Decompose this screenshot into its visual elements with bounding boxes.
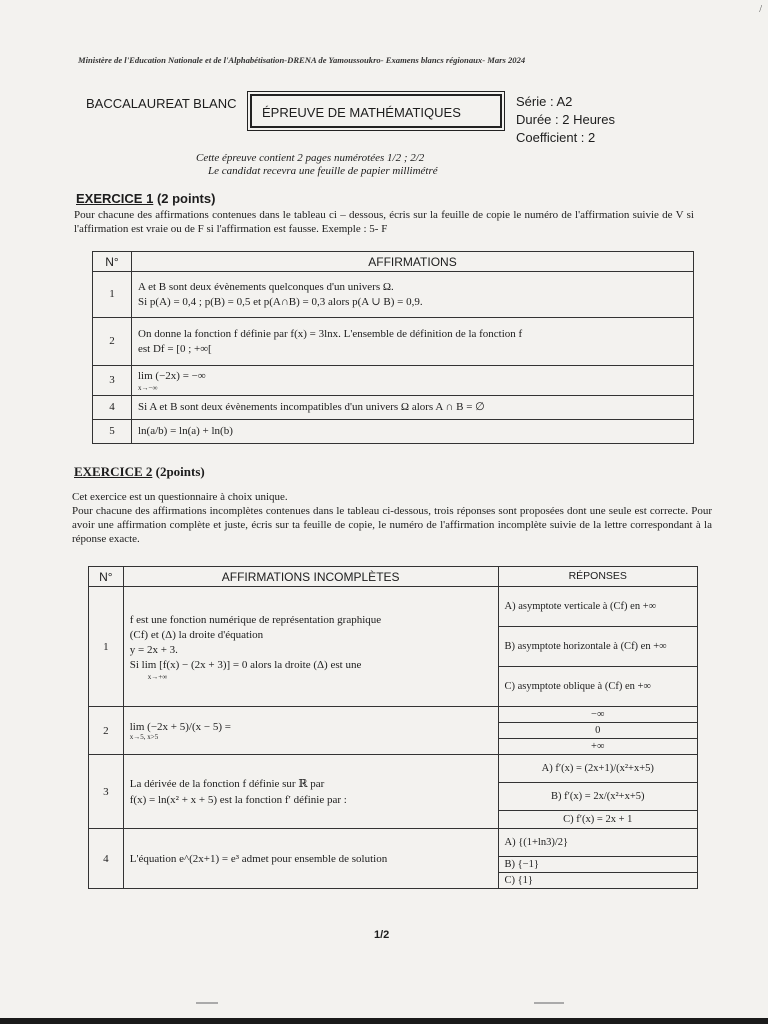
intro-notes [196, 152, 438, 178]
exercise-2-points: (2points) [155, 464, 205, 479]
scan-smudge [196, 1002, 218, 1004]
exam-meta [516, 93, 615, 147]
col-number: N° [89, 567, 124, 587]
table-row: 3 lim (−2x) = −∞ x→−∞ [93, 366, 694, 396]
exercise-2-label: EXERCICE 2 [74, 464, 153, 479]
table-row: 2 lim (−2x + 5)/(x − 5) = x→5, x>5 −∞ [89, 707, 698, 723]
col-affirmations: AFFIRMATIONS [132, 252, 694, 272]
exercise-1-label: EXERCICE 1 [76, 191, 154, 206]
exercise-1-title [76, 191, 215, 206]
duree: Durée : 2 Heures [516, 112, 615, 127]
exercise-1-table [92, 251, 694, 444]
exercise-1-points: (2 points) [156, 191, 216, 206]
exercise-2-title [74, 464, 205, 480]
table-row: 1 f est une fonction numérique de représentation graphique (Cf) et (Δ) la droite d'équation y = 2x + 3. Si lim [f(x) − (2x + 3)] = 0 alors la droite (Δ) est une x→+∞ A) asymptote verticale à (Cf) en +∞ [89, 587, 698, 627]
exercise-2-table: N° AFFIRMATIONS INCOMPLÈTES RÉPONSES 1 f est une fonction numérique de représentation graphique (Cf) et (Δ) la droite d'équation y = 2x + 3. Si lim [f(x) − (2x + 3)] = 0 alors la droite (Δ) est une x→+∞ A) asymptote verticale à (Cf) en +∞ B) asymptote horizontale à (Cf) en +∞ C) asymptote oblique à (Cf) en +∞ 2 lim (−2x + 5)/(x − 5) = x→5, x>5 −∞ 0 +∞ 3 La dérivée de la fonction f définie sur ℝ par f(x) = ln(x² + x + 5) est la fonction f′ définie par : A) f′(x) = (2x+1)/(x²+x+5) B) f′(x) = 2x/(x²+x+5) C) f′(x) = 2x + 1 4 L'équation e^(2x+1) = e³ admet pour ensemble de solution A) {(1+ln3)/2} B) {−1} C) {1} [88, 566, 698, 889]
exam-title: ÉPREUVE DE MATHÉMATIQUES [250, 94, 502, 128]
bac-label: BACCALAUREAT BLANC [86, 96, 237, 111]
scan-smudge [534, 1002, 564, 1004]
col-affirmations: AFFIRMATIONS INCOMPLÈTES [123, 567, 498, 587]
col-responses: RÉPONSES [498, 567, 697, 587]
coefficient: Coefficient : 2 [516, 130, 596, 145]
corner-mark: / [759, 4, 762, 15]
scan-edge [0, 1018, 768, 1024]
table-row: 4 L'équation e^(2x+1) = e³ admet pour ensemble de solution A) {(1+ln3)/2} [89, 829, 698, 857]
table-row: 3 La dérivée de la fonction f définie sur ℝ par f(x) = ln(x² + x + 5) est la fonction f′ définie par : A) f′(x) = (2x+1)/(x²+x+5) [89, 755, 698, 783]
table-row: 4 Si A et B sont deux évènements incompatibles d'un univers Ω alors A ∩ B = ∅ [93, 396, 694, 420]
intro-line-1: Cette épreuve contient 2 pages numérotées 1/2 ; 2/2 [196, 152, 425, 164]
table-row: 1 A et B sont deux évènements quelconques d'un univers Ω. Si p(A) = 0,4 ; p(B) = 0,5 et p(A∩B) = 0,3 alors p(A ∪ B) = 0,9. [93, 272, 694, 318]
serie: Série : A2 [516, 94, 573, 109]
table-row: 5 ln(a/b) = ln(a) + ln(b) [93, 420, 694, 444]
col-number: N° [93, 252, 132, 272]
page-number: 1/2 [374, 929, 390, 941]
exercise-1-instructions: Pour chacune des affirmations contenues dans le tableau ci – dessous, écris sur la feuille de copie le numéro de l'affirmation suivie de V si l'affirmation est vraie ou de F si l'affirmation est fausse. Exemple : 5- F [74, 209, 694, 235]
ministry-header: Ministère de l'Education Nationale et de l'Alphabétisation-DRENA de Yamoussoukro- Examens blancs régionaux- Mars 2024 [78, 55, 526, 65]
intro-line-2: Le candidat recevra une feuille de papier millimétré [208, 165, 438, 177]
table-row: 2 On donne la fonction f définie par f(x) = 3lnx. L'ensemble de définition de la fonction f est Df = [0 ; +∞[ [93, 318, 694, 366]
exercise-2-instructions: Cet exercice est un questionnaire à choix unique. Pour chacune des affirmations incomplètes contenues dans le tableau ci-dessous, trois réponses sont proposées dont une seule est correcte. Pour avoir une affirmation complète et juste, écris sur ta feuille de copie, le numéro de l'affirmation incomplète suivie de la lettre correspondant à la réponse exacte. [72, 491, 712, 545]
